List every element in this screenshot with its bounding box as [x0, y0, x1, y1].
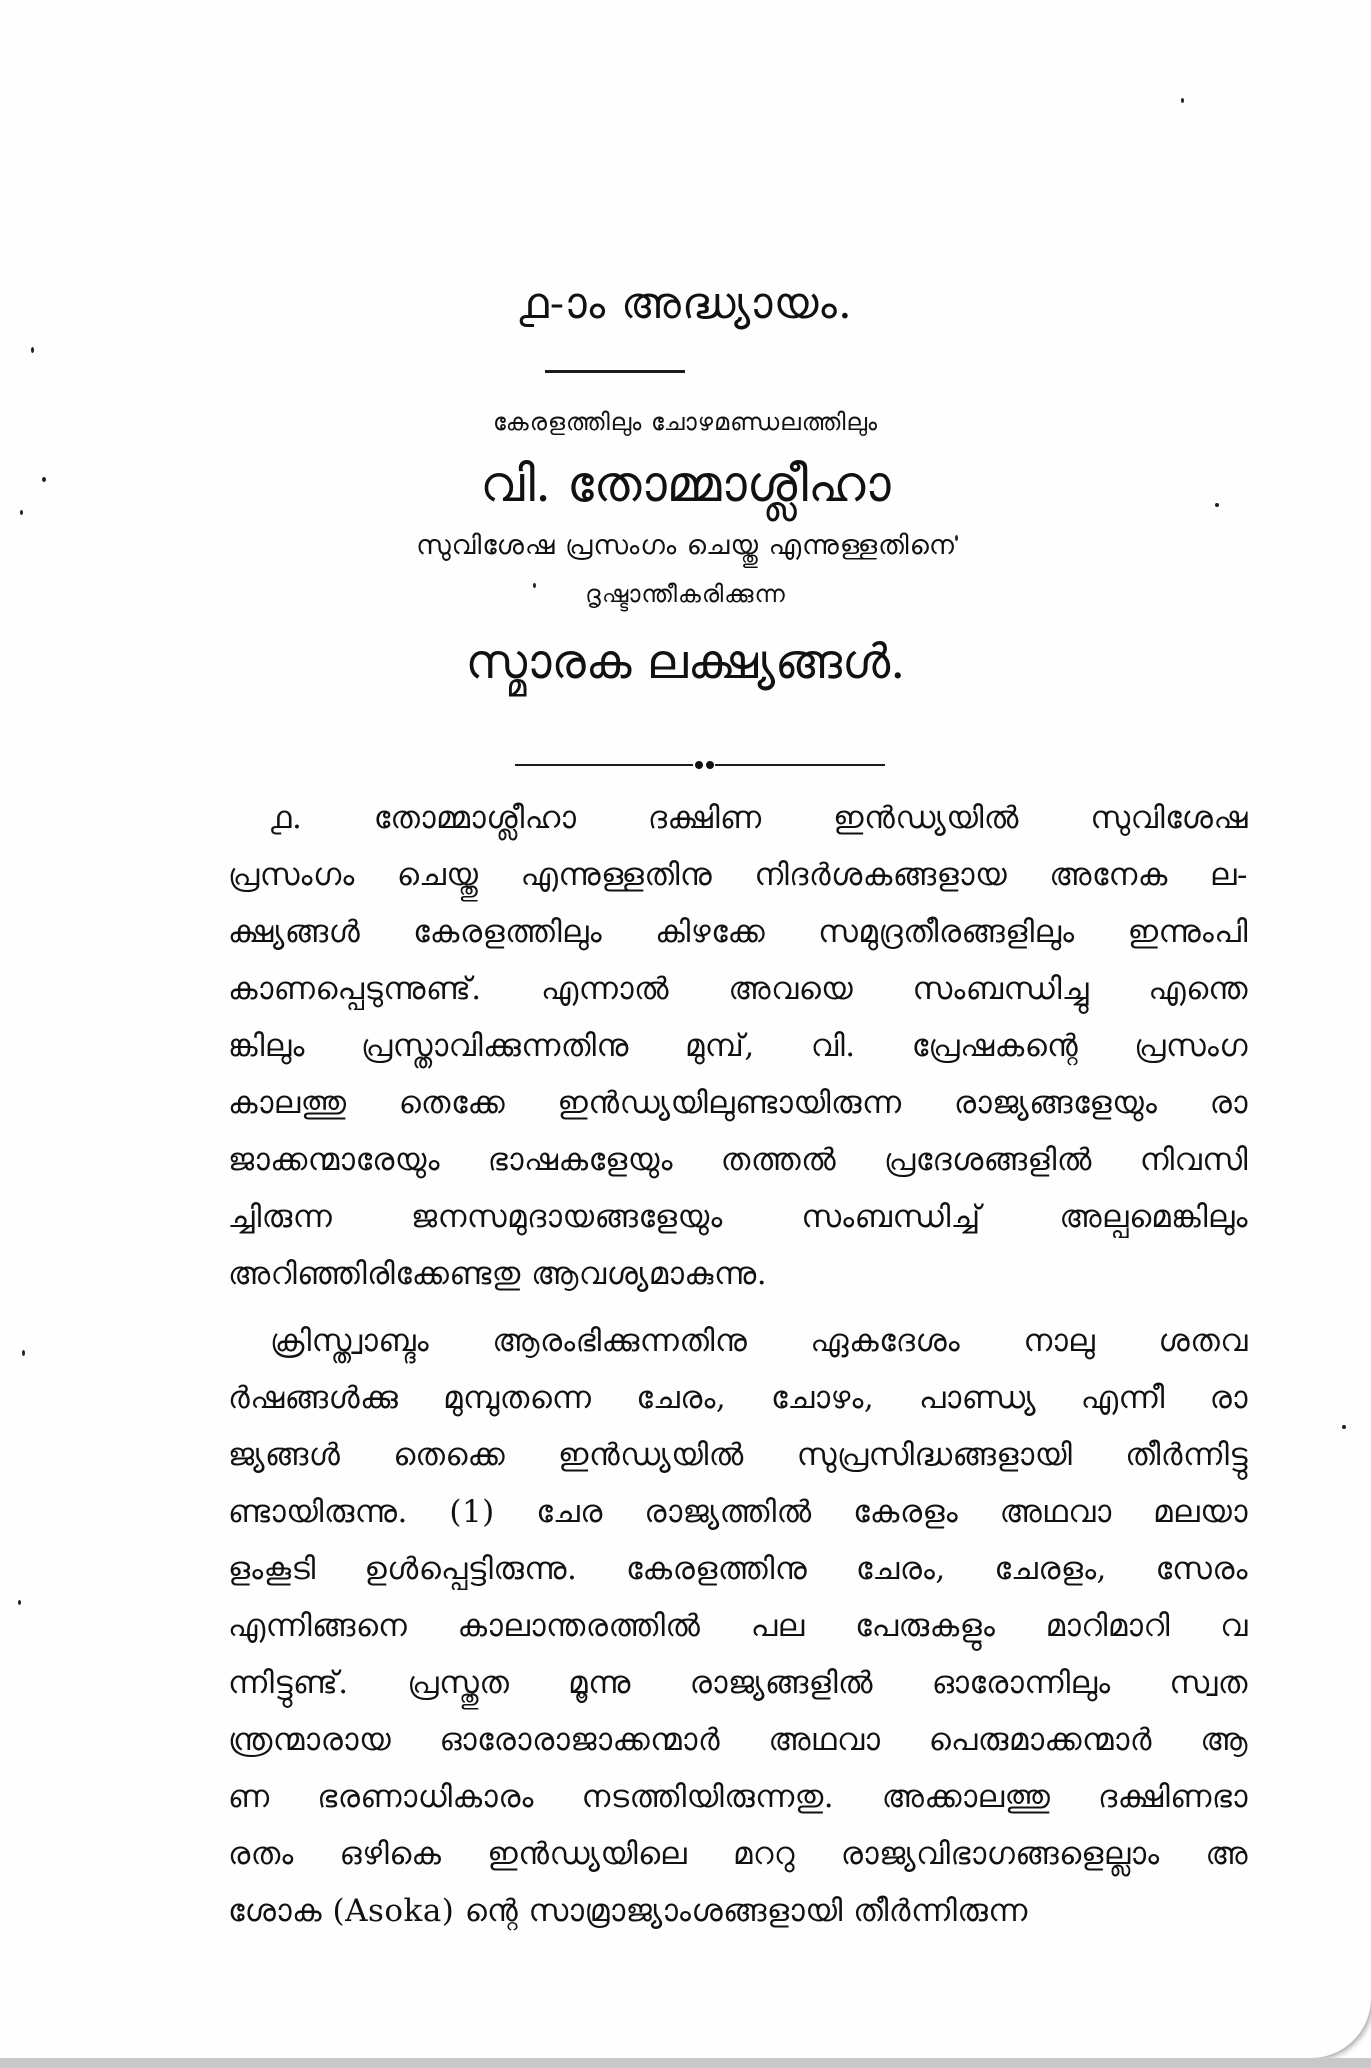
paragraph-line: ജ്യങ്ങൾ തെക്കെ ഇൻഡ്യയിൽ സുപ്രസിദ്ധങ്ങളായി തീർന്നിട്ടു — [228, 1437, 1248, 1473]
paragraph-line: ളംകൂടി ഉൾപ്പെട്ടിരുന്നു. കേരളത്തിനു ചേരം, ചേരളം, സേരം — [228, 1551, 1248, 1587]
paragraph-line: ന്ത്രന്മാരായ ഓരോരാജാക്കന്മാർ അഥവാ പെരുമാക്കന്മാർ ആ — [228, 1722, 1248, 1758]
scan-speck — [22, 1350, 25, 1356]
chapter-subtitle — [0, 400, 1371, 702]
scan-speck — [18, 1600, 21, 1605]
paragraph-line: ച്ചിരുന്ന ജനസമുദായങ്ങളേയും സംബന്ധിച്ച് അല്പമെങ്കിലും — [228, 1199, 1248, 1235]
ornamental-divider — [515, 759, 885, 771]
divider-line-left — [515, 764, 693, 766]
divider-dot — [706, 761, 714, 769]
subtitle-line-preached-gospel: സുവിശേഷ പ്രസംഗം ചെയ്തു എന്നുള്ളതിനെ — [416, 530, 955, 561]
paragraph-line: അറിഞ്ഞിരിക്കേണ്ടതു ആവശ്യമാകുന്നു. — [228, 1256, 768, 1292]
subtitle-line-memorial-evidences: സ്മാരക ലക്ഷ്യങ്ങൾ. — [465, 634, 906, 690]
paragraph-line: എന്നിങ്ങനെ കാലാന്തരത്തിൽ പല പേരുകളും മാറിമാറി വ — [228, 1608, 1248, 1644]
paragraph-2 — [228, 1313, 1248, 1940]
chapter-heading: ൧-ാം അദ്ധ്യായം. — [518, 278, 853, 329]
paragraph-line: കാണപ്പെടുന്നുണ്ട്. എന്നാൽ അവയെ സംബന്ധിച്ചു എന്തെ — [228, 971, 1248, 1007]
scan-speck — [31, 347, 34, 353]
subtitle-line-illustrating: ദൃഷ്ടാന്തീകരിക്കുന്ന — [585, 580, 786, 608]
scan-speck — [1181, 98, 1184, 103]
paragraph-line: ക്ഷ്യങ്ങൾ കേരളത്തിലും കിഴക്കേ സമുദ്രതീരങ്ങളിലും ഇന്നുംപി — [228, 914, 1248, 950]
paragraph-line: ക്രിസ്ത്വാബ്ദം ആരംഭിക്കുന്നതിനു ഏകദേശം നാലു ശതവ — [270, 1323, 1248, 1359]
divider-dot — [695, 761, 703, 769]
paragraph-line: ണ ഭരണാധികാരം നടത്തിയിരുന്നതു. അക്കാലത്തു ദക്ഷിണഭാ — [228, 1779, 1248, 1815]
subtitle-line-kerala-cholamandalam: കേരളത്തിലും ചോഴമണ്ഡലത്തിലും — [492, 408, 879, 436]
paragraph-line: കാലത്തു തെക്കേ ഇൻഡ്യയിലുണ്ടായിരുന്ന രാജ്യങ്ങളേയും രാ — [228, 1085, 1248, 1121]
paragraph-line: ങ്കിലും പ്രസ്താവിക്കുന്നതിനു മുമ്പ്, വി. പ്രേഷകന്റെ പ്രസംഗ — [228, 1028, 1248, 1064]
paragraph-line: ന്നിട്ടുണ്ട്. പ്രസ്തുത മൂന്നു രാജ്യങ്ങളിൽ ഓരോന്നിലും സ്വത — [228, 1665, 1248, 1701]
paragraph-line: ർഷങ്ങൾക്കു മുമ്പുതന്നെ ചേരം, ചോഴം, പാണ്ഡ്യ എന്നീ രാ — [228, 1380, 1248, 1416]
scan-speck — [1342, 1425, 1346, 1429]
heading-divider — [545, 370, 685, 373]
paragraph-line: ൧. തോമ്മാശ്ലീഹാ ദക്ഷിണ ഇൻഡ്യയിൽ സുവിശേഷ — [270, 800, 1248, 836]
divider-line-right — [715, 764, 885, 766]
paragraph-line: ണ്ടായിരുന്നു. (1) ചേര രാജ്യത്തിൽ കേരളം അഥവാ മലയാ — [228, 1494, 1248, 1530]
paragraph-line: ജാക്കന്മാരേയും ഭാഷകളേയും തത്തൽ പ്രദേശങ്ങളിൽ നിവസി — [228, 1142, 1248, 1178]
scan-bottom-edge — [0, 2058, 1371, 2068]
paragraph-1 — [228, 790, 1248, 1303]
subtitle-line-st-thomas: വി. തോമ്മാശ്ലീഹാ — [480, 455, 891, 513]
paragraph-line: ശോക (Asoka) ന്റെ സാമ്രാജ്യാംശങ്ങളായി തീർന്നിരുന്ന — [228, 1893, 1028, 1929]
paragraph-line: പ്രസംഗം ചെയ്തു എന്നുള്ളതിനു നിദർശകങ്ങളായ അനേക ല- — [228, 857, 1248, 893]
paragraph-line: രതം ഒഴികെ ഇൻഡ്യയിലെ മററു രാജ്യവിഭാഗങ്ങളെല്ലാം അ — [228, 1836, 1248, 1872]
